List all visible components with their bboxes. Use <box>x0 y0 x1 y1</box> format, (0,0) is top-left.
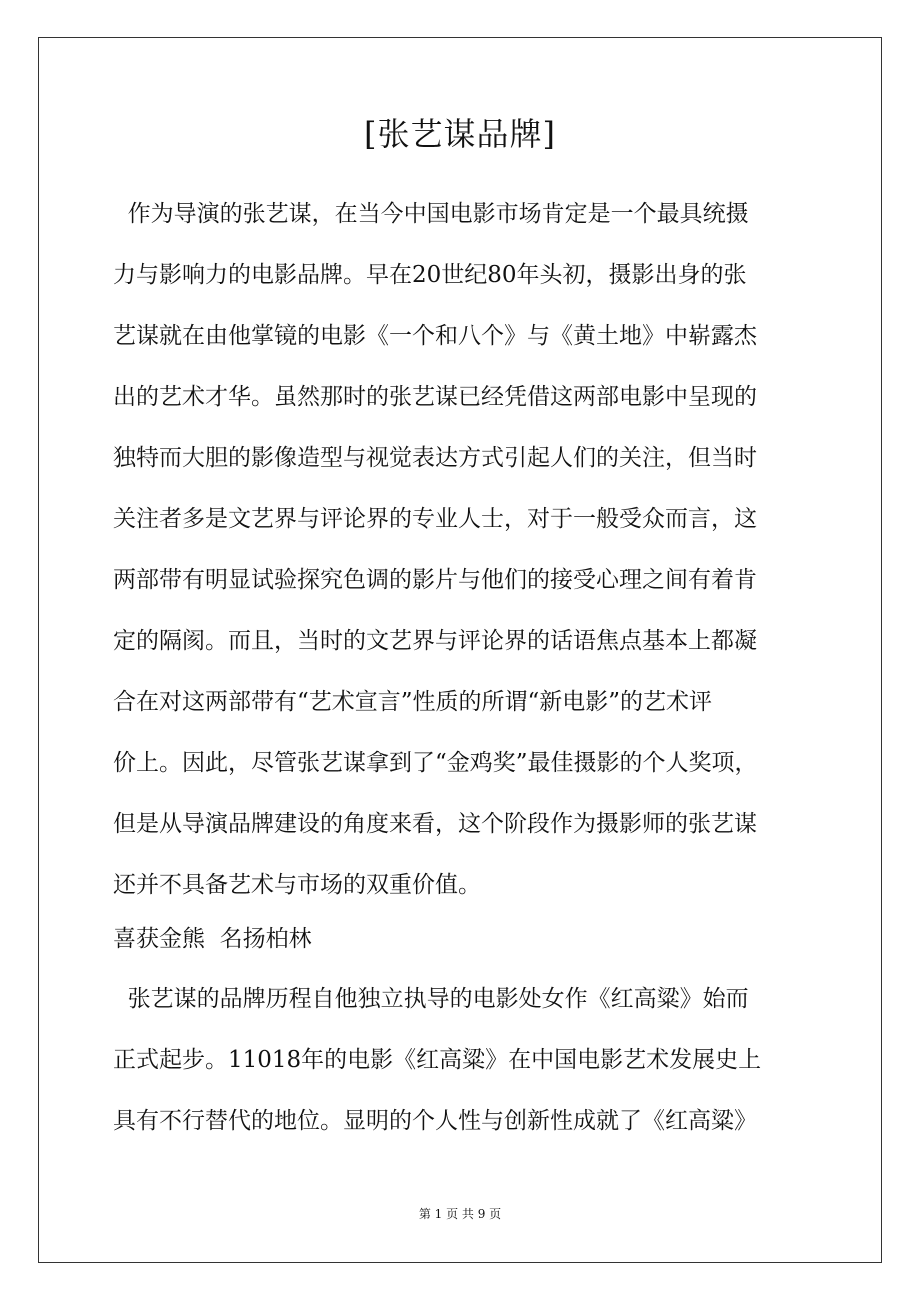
paragraph-line: 价上。因此，尽管张艺谋拿到了“金鸡奖”最佳摄影的个人奖项， <box>113 750 758 776</box>
page-number-footer: 第 1 页 共 9 页 <box>418 1207 502 1221</box>
paragraph-line: 具有不行替代的地位。显明的个人性与创新性成就了《红高粱》 <box>113 1108 757 1134</box>
section-heading: 喜获金熊 名扬柏林 <box>113 926 312 952</box>
paragraph-line: 作为导演的张艺谋，在当今中国电影市场肯定是一个最具统摄 <box>113 201 749 227</box>
paragraph-line: 但是从导演品牌建设的角度来看，这个阶段作为摄影师的张艺谋 <box>113 811 757 837</box>
paragraph-line: 合在对这两部带有“艺术宣言”性质的所谓“新电影”的艺术评 <box>113 689 713 715</box>
paragraph-line: 定的隔阂。而且，当时的文艺界与评论界的话语焦点基本上都凝 <box>113 628 757 654</box>
paragraph-line: 关注者多是文艺界与评论界的专业人士，对于一般受众而言，这 <box>113 506 757 532</box>
document-title: [张艺谋品牌] <box>364 115 556 153</box>
paragraph-line: 两部带有明显试验探究色调的影片与他们的接受心理之间有着肯 <box>113 567 757 593</box>
paragraph-line: 独特而大胆的影像造型与视觉表达方式引起人们的关注，但当时 <box>113 445 757 471</box>
paragraph-line: 艺谋就在由他掌镜的电影《一个和八个》与《黄土地》中崭露杰 <box>113 323 757 349</box>
paragraph-line: 出的艺术才华。虽然那时的张艺谋已经凭借这两部电影中呈现的 <box>113 384 757 410</box>
paragraph-line: 力与影响力的电影品牌。早在20世纪80年头初，摄影出身的张 <box>113 262 747 288</box>
paragraph-line: 正式起步。11018年的电影《红高粱》在中国电影艺术发展史上 <box>113 1047 762 1073</box>
paragraph-line: 张艺谋的品牌历程自他独立执导的电影处女作《红高粱》始而 <box>113 986 749 1012</box>
paragraph-line: 还并不具备艺术与市场的双重价值。 <box>113 872 481 898</box>
